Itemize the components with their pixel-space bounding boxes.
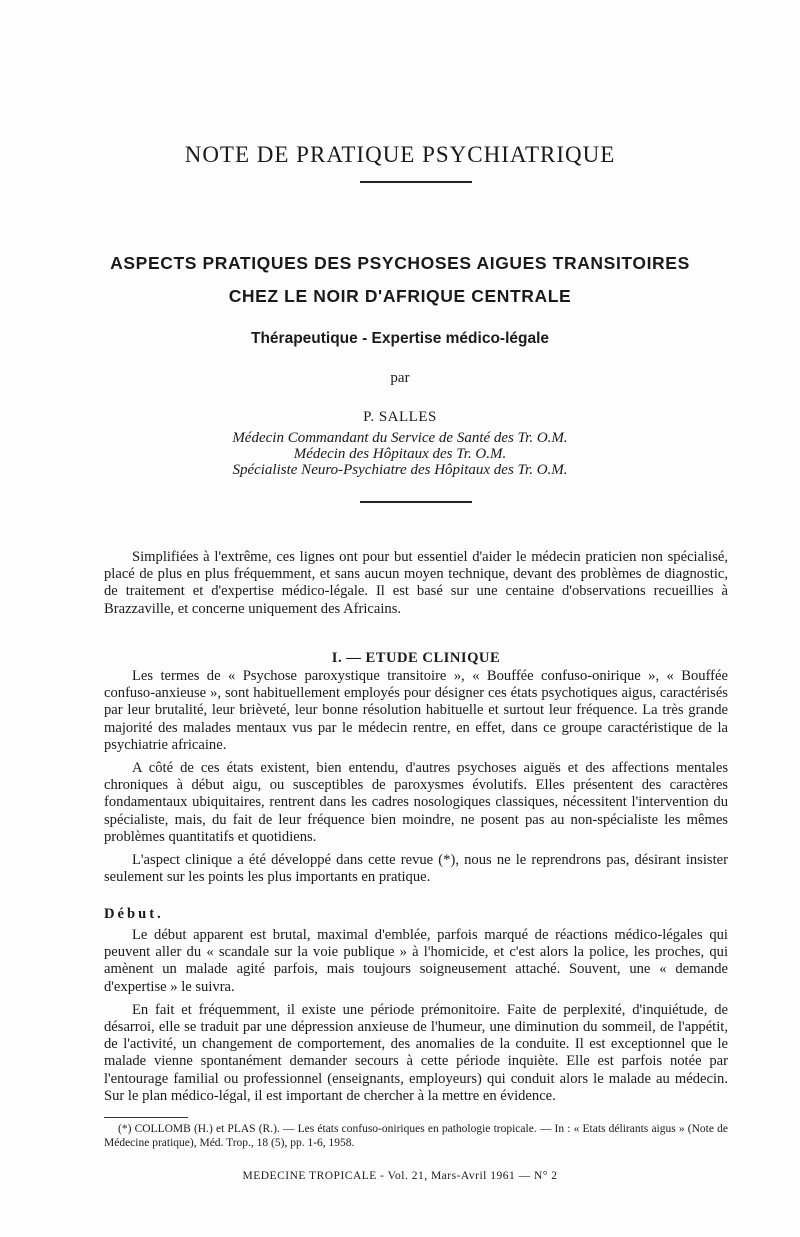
section-heading: I. — ETUDE CLINIQUE — [331, 650, 501, 666]
by-line: par — [390, 370, 410, 386]
body-paragraph: A côté de ces états existent, bien entendu, d'autres psychoses aiguës et des affections mentales chroniques à début aigu, ou susceptibles de paroxysmes évolutifs. Elles présentent des caractères fondamentaux ubiquitaires, rentrent dans les cadres nosologiques classiques, nécessitent l'intervention du spécialiste, mais, du fait de leur fréquence bien moindre, ne posent pas au non-spécialiste les mêmes problèmes quantitatifs et quotidiens. — [104, 760, 728, 845]
article-subtitle: Thérapeutique - Expertise médico-légale — [250, 330, 550, 347]
author-affiliation: Médecin Commandant du Service de Santé des Tr. O.M. — [232, 430, 568, 446]
body-paragraph: En fait et fréquemment, il existe une période prémonitoire. Faite de perplexité, d'inquiétude, de désarroi, elle se traduit par une dépression anxieuse de l'humeur, une diminution du sommeil, de l'appétit, de l'activité, un changement de comportement, des anomalies de la conduite. Il est exceptionnel que le malade vienne spontanément demander secours à cette période inquiète. Elle est parfois notée par l'entourage familial ou professionnel (enseignants, employeurs) qui conduit alors le malade au médecin. Sur le plan médico-légal, il est important de chercher à la mettre en évidence. — [104, 1001, 728, 1104]
divider — [360, 501, 472, 503]
section-body — [104, 668, 728, 886]
subsection-body — [104, 927, 728, 1105]
author-affiliation: Médecin des Hôpitaux des Tr. O.M. — [293, 446, 507, 462]
body-paragraph: L'aspect clinique a été développé dans cette revue (*), nous ne le reprendrons pas, désirant insister seulement sur les points les plus importants en pratique. — [104, 852, 728, 886]
footnote-divider — [104, 1117, 188, 1118]
journal-footer: MEDECINE TROPICALE - Vol. 21, Mars-Avril 1961 — N° 2 — [242, 1170, 558, 1182]
intro-paragraph: Simplifiées à l'extrême, ces lignes ont pour but essentiel d'aider le médecin praticien non spécialisé, placé de plus en plus fréquemment, et sans aucun moyen technique, devant des problèmes de diagnostic, de traitement et d'expertise médico-légale. Il est basé sur une centaine d'observations recueillies à Brazzaville, et concerne uniquement des Africains. — [104, 549, 728, 617]
body-paragraph: Les termes de « Psychose paroxystique transitoire », « Bouffée confuso-onirique », « Bouffée confuso-anxieuse », sont habituellement employés pour désigner ces états psychotiques aigus, caractérisés par leur brutalité, leur brièveté, leur bonne résolution habituelle et surtout leur fréquence. La très grande majorité des malades mentaux vus par le médecin rentre, en effet, dans ce groupe caractéristique de la psychiatrie africaine. — [104, 668, 728, 753]
author-affiliation: Spécialiste Neuro-Psychiatre des Hôpitaux des Tr. O.M. — [232, 462, 568, 478]
author-name: P. SALLES — [363, 409, 437, 425]
article-title-line-2: CHEZ LE NOIR D'AFRIQUE CENTRALE — [228, 286, 572, 306]
body-paragraph: Le début apparent est brutal, maximal d'emblée, parfois marqué de réactions médico-légales qui peuvent aller du « scandale sur la voie publique » à l'homicide, et c'est alors la police, les proches, qui amènent un malade agité parfois, mais toujours soigneusement attaché. Souvent, une « demande d'expertise » le suivra. — [104, 927, 728, 995]
article-title-line-1: ASPECTS PRATIQUES DES PSYCHOSES AIGUES TRANSITOIRES — [110, 253, 690, 273]
footnote: (*) COLLOMB (H.) et PLAS (R.). — Les états confuso-oniriques en pathologie tropicale. — In : « Etats délirants aigus » (Note de Médecine pratique), Méd. Trop., 18 (5), pp. 1-6, 1958. — [104, 1123, 728, 1149]
subsection-heading: Début. — [104, 906, 164, 922]
section-title: NOTE DE PRATIQUE PSYCHIATRIQUE — [184, 142, 616, 167]
divider — [360, 181, 472, 183]
